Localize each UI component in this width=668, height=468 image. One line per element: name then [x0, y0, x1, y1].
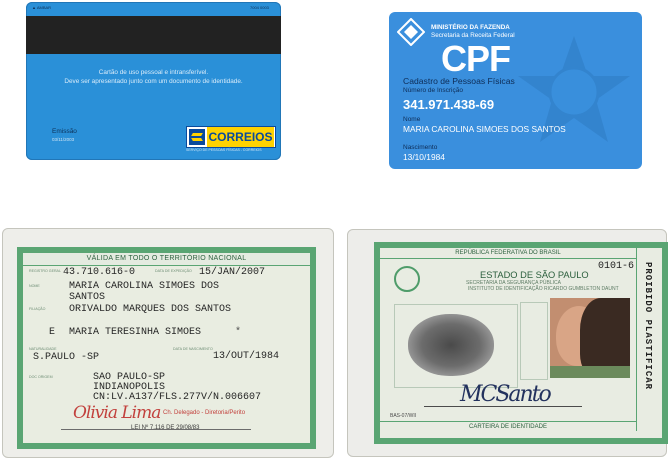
message-line-2: Deve ser apresentado junto com um documento de identidade. — [64, 78, 243, 85]
security-secretariat: SECRETARIA DA SEGURANÇA PÚBLICA — [466, 280, 561, 286]
message-line-1: Cartão de uso pessoal e intransferível. — [98, 69, 209, 76]
correios-logo — [186, 126, 276, 148]
republic-band: REPÚBLICA FEDERATIVA DO BRASIL — [380, 248, 636, 259]
director-stamp: Ch. Delegado - Diretoria/Perito — [163, 410, 246, 416]
law-reference: LEI Nº 7.116 DE 29/08/83 — [131, 425, 200, 431]
nome-line-1: MARIA CAROLINA SIMOES DOS — [69, 281, 220, 292]
form-code: BAS-07/WII — [390, 413, 417, 419]
mae-nome: MARIA TERESINHA SIMOES — [69, 327, 202, 338]
cartorio-line-3: CN:LV.A137/FLS.277V/N.006607 — [93, 392, 262, 403]
nome-label: NOME — [29, 284, 40, 288]
brazil-coat-of-arms-icon — [514, 32, 634, 152]
correios-caption: SERVIÇO DE PESSOAS FÍSICAS - CORREIOS — [186, 148, 262, 152]
no-lamination-text: PROIBIDO PLASTIFICAR — [643, 262, 653, 391]
correios-logo-text: CORREIOS — [207, 127, 274, 147]
data-expedicao: 15/JAN/2007 — [199, 267, 266, 278]
cpf-subtitle: Cadastro de Pessoas Físicas — [403, 76, 515, 86]
nascimento-label: DATA DE NASCIMENTO — [173, 347, 213, 351]
signature-line — [424, 406, 582, 407]
registro-geral: 43.710.616-0 — [63, 267, 136, 278]
card-brand-tiny: ▲ AMBAR — [32, 5, 52, 10]
nome-label: Nome — [403, 116, 421, 123]
registro-label: REGISTRO GERAL — [29, 269, 61, 273]
pai-nome: ORIVALDO MARQUES DOS SANTOS — [69, 304, 232, 315]
naturalidade: S.PAULO -SP — [33, 352, 100, 363]
naturalidade-label: NATURALIDADE — [29, 347, 57, 351]
card-serial-tiny: 7004 0003 — [250, 5, 269, 10]
doc-origem-label: DOC ORIGEM — [29, 375, 53, 379]
conjunction-e: E — [49, 327, 56, 338]
side-band — [636, 248, 663, 431]
cpf-number: 341.971.438-69 — [403, 97, 495, 112]
cpf-card-front — [389, 12, 642, 169]
validity-text: VÁLIDA EM TODO O TERRITÓRIO NACIONAL — [86, 255, 247, 262]
ministry-name: MINISTÉRIO DA FAZENDA — [431, 24, 510, 31]
identity-card-band: CARTEIRA DE IDENTIDADE — [380, 421, 636, 432]
validity-band — [23, 253, 310, 266]
mae-mark: * — [235, 327, 242, 338]
holder-photo — [550, 298, 630, 378]
personal-use-message — [46, 68, 261, 86]
birth-date: 13/10/1984 — [403, 152, 445, 162]
filiacao-label: FILIAÇÃO — [29, 307, 46, 311]
expedicao-label: DATA DE EXPEDIÇÃO — [155, 269, 192, 273]
photo-stamp-area — [520, 302, 548, 380]
cpf-card-back — [26, 2, 281, 160]
numero-label: Número de Inscrição — [403, 87, 463, 94]
cartorio-line-1: SAO PAULO-SP — [93, 372, 166, 383]
data-nascimento: 13/OUT/1984 — [213, 351, 280, 362]
magnetic-stripe — [26, 16, 281, 54]
director-signature: Olivia Lima — [73, 403, 161, 423]
cpf-title: CPF — [441, 38, 510, 79]
rg-card-back — [17, 247, 316, 449]
secretariat-name: Secretaria da Receita Federal — [431, 32, 515, 39]
receita-emblem-icon — [397, 18, 425, 46]
rg-card-front — [374, 242, 668, 444]
holder-name: MARIA CAROLINA SIMOES DOS SANTOS — [403, 124, 566, 134]
correios-logo-icon — [189, 129, 205, 145]
holder-signature: MCSanto — [460, 382, 550, 407]
thumbprint — [408, 314, 494, 376]
card-number: 0101-6 — [598, 261, 635, 272]
emissao-value: 03/11/2003 — [52, 137, 75, 142]
cartorio-line-2: INDIANOPOLIS — [93, 382, 166, 393]
identification-institute: INSTITUTO DE IDENTIFICAÇÃO RICARDO GUMBLETON DAUNT — [468, 286, 619, 292]
nome-line-2: SANTOS — [69, 292, 106, 303]
state-name: ESTADO DE SÃO PAULO — [480, 270, 589, 280]
emissao-label: Emissão — [52, 128, 77, 135]
nascimento-label: Nascimento — [403, 144, 438, 151]
sao-paulo-emblem-icon — [394, 266, 420, 292]
